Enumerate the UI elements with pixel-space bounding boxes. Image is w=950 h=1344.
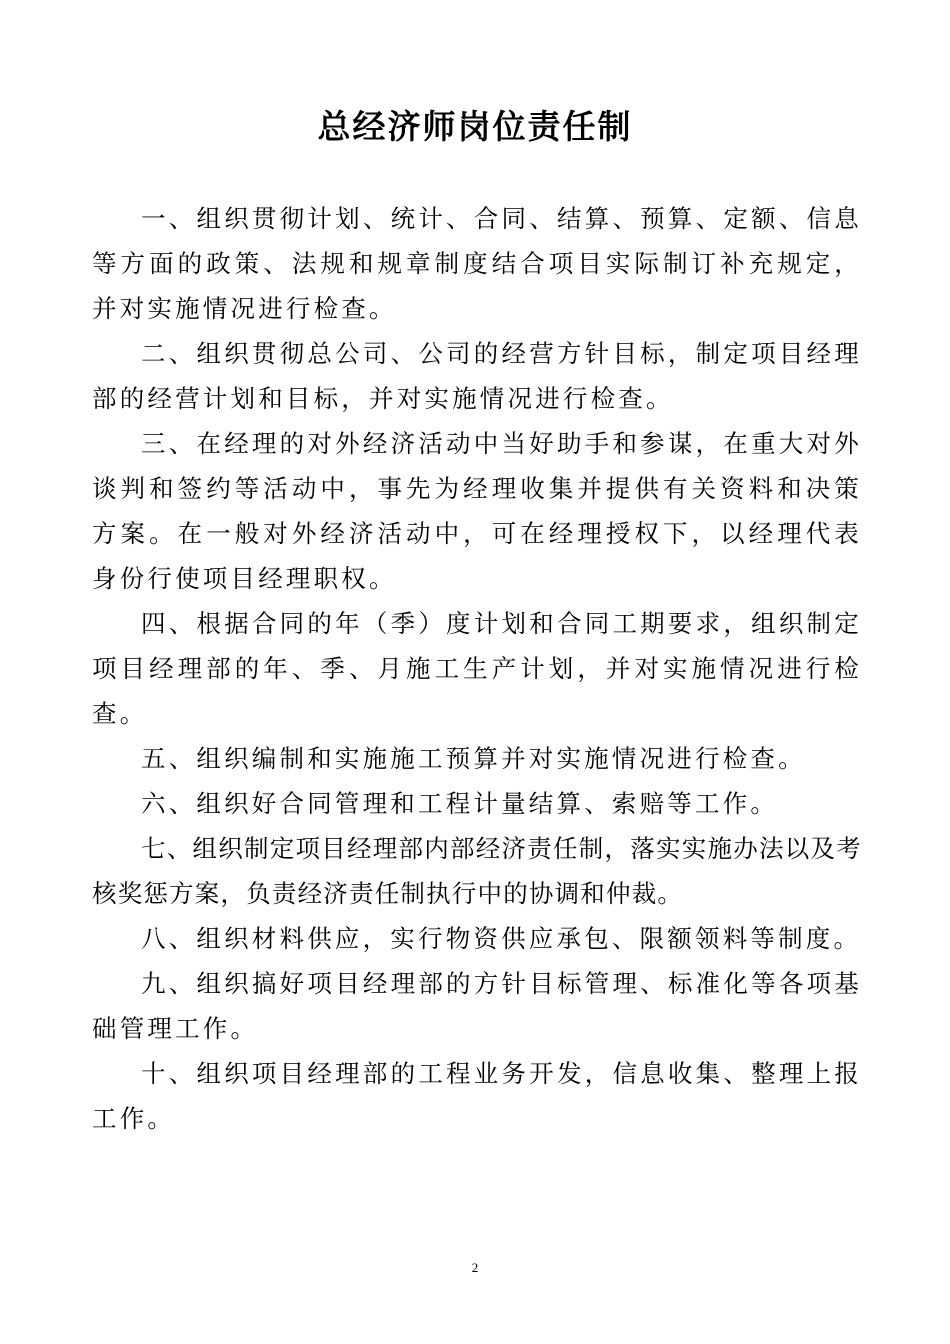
document-title: 总经济师岗位责任制: [317, 107, 633, 146]
paragraph-8: 八、组织材料供应，实行物资供应承包、限额领料等制度。: [141, 924, 862, 953]
paragraph-7: 七、组织制定项目经理部内部经济责任制，落实实施办法以及考核奖惩方案，负责经济责任制执行中的协调和仲裁。: [92, 834, 862, 908]
paragraph-9: 九、组织搞好项目经理部的方针目标管理、标准化等各项基础管理工作。: [92, 969, 862, 1043]
paragraph-1: 一、组织贯彻计划、统计、合同、结算、预算、定额、信息等方面的政策、法规和规章制度结合项目实际制订补充规定，并对实施情况进行检查。: [92, 204, 862, 323]
paragraph-6: 六、组织好合同管理和工程计量结算、索赔等工作。: [141, 789, 779, 818]
paragraph-10: 十、组织项目经理部的工程业务开发，信息收集、整理上报工作。: [92, 1059, 862, 1133]
paragraph-4: 四、根据合同的年（季）度计划和合同工期要求，组织制定项目经理部的年、季、月施工生产计划，并对实施情况进行检查。: [92, 609, 862, 728]
paragraph-5: 五、组织编制和实施施工预算并对实施情况进行检查。: [141, 744, 806, 773]
paragraph-2: 二、组织贯彻总公司、公司的经营方针目标，制定项目经理部的经营计划和目标，并对实施情况进行检查。: [92, 339, 862, 413]
document-body: [92, 196, 862, 1141]
page-number: 2: [471, 1260, 479, 1275]
paragraph-3: 三、在经理的对外经济活动中当好助手和参谋，在重大对外谈判和签约等活动中，事先为经理收集并提供有关资料和决策方案。在一般对外经济活动中，可在经理授权下，以经理代表身份行使项目经理职权。: [92, 429, 862, 593]
